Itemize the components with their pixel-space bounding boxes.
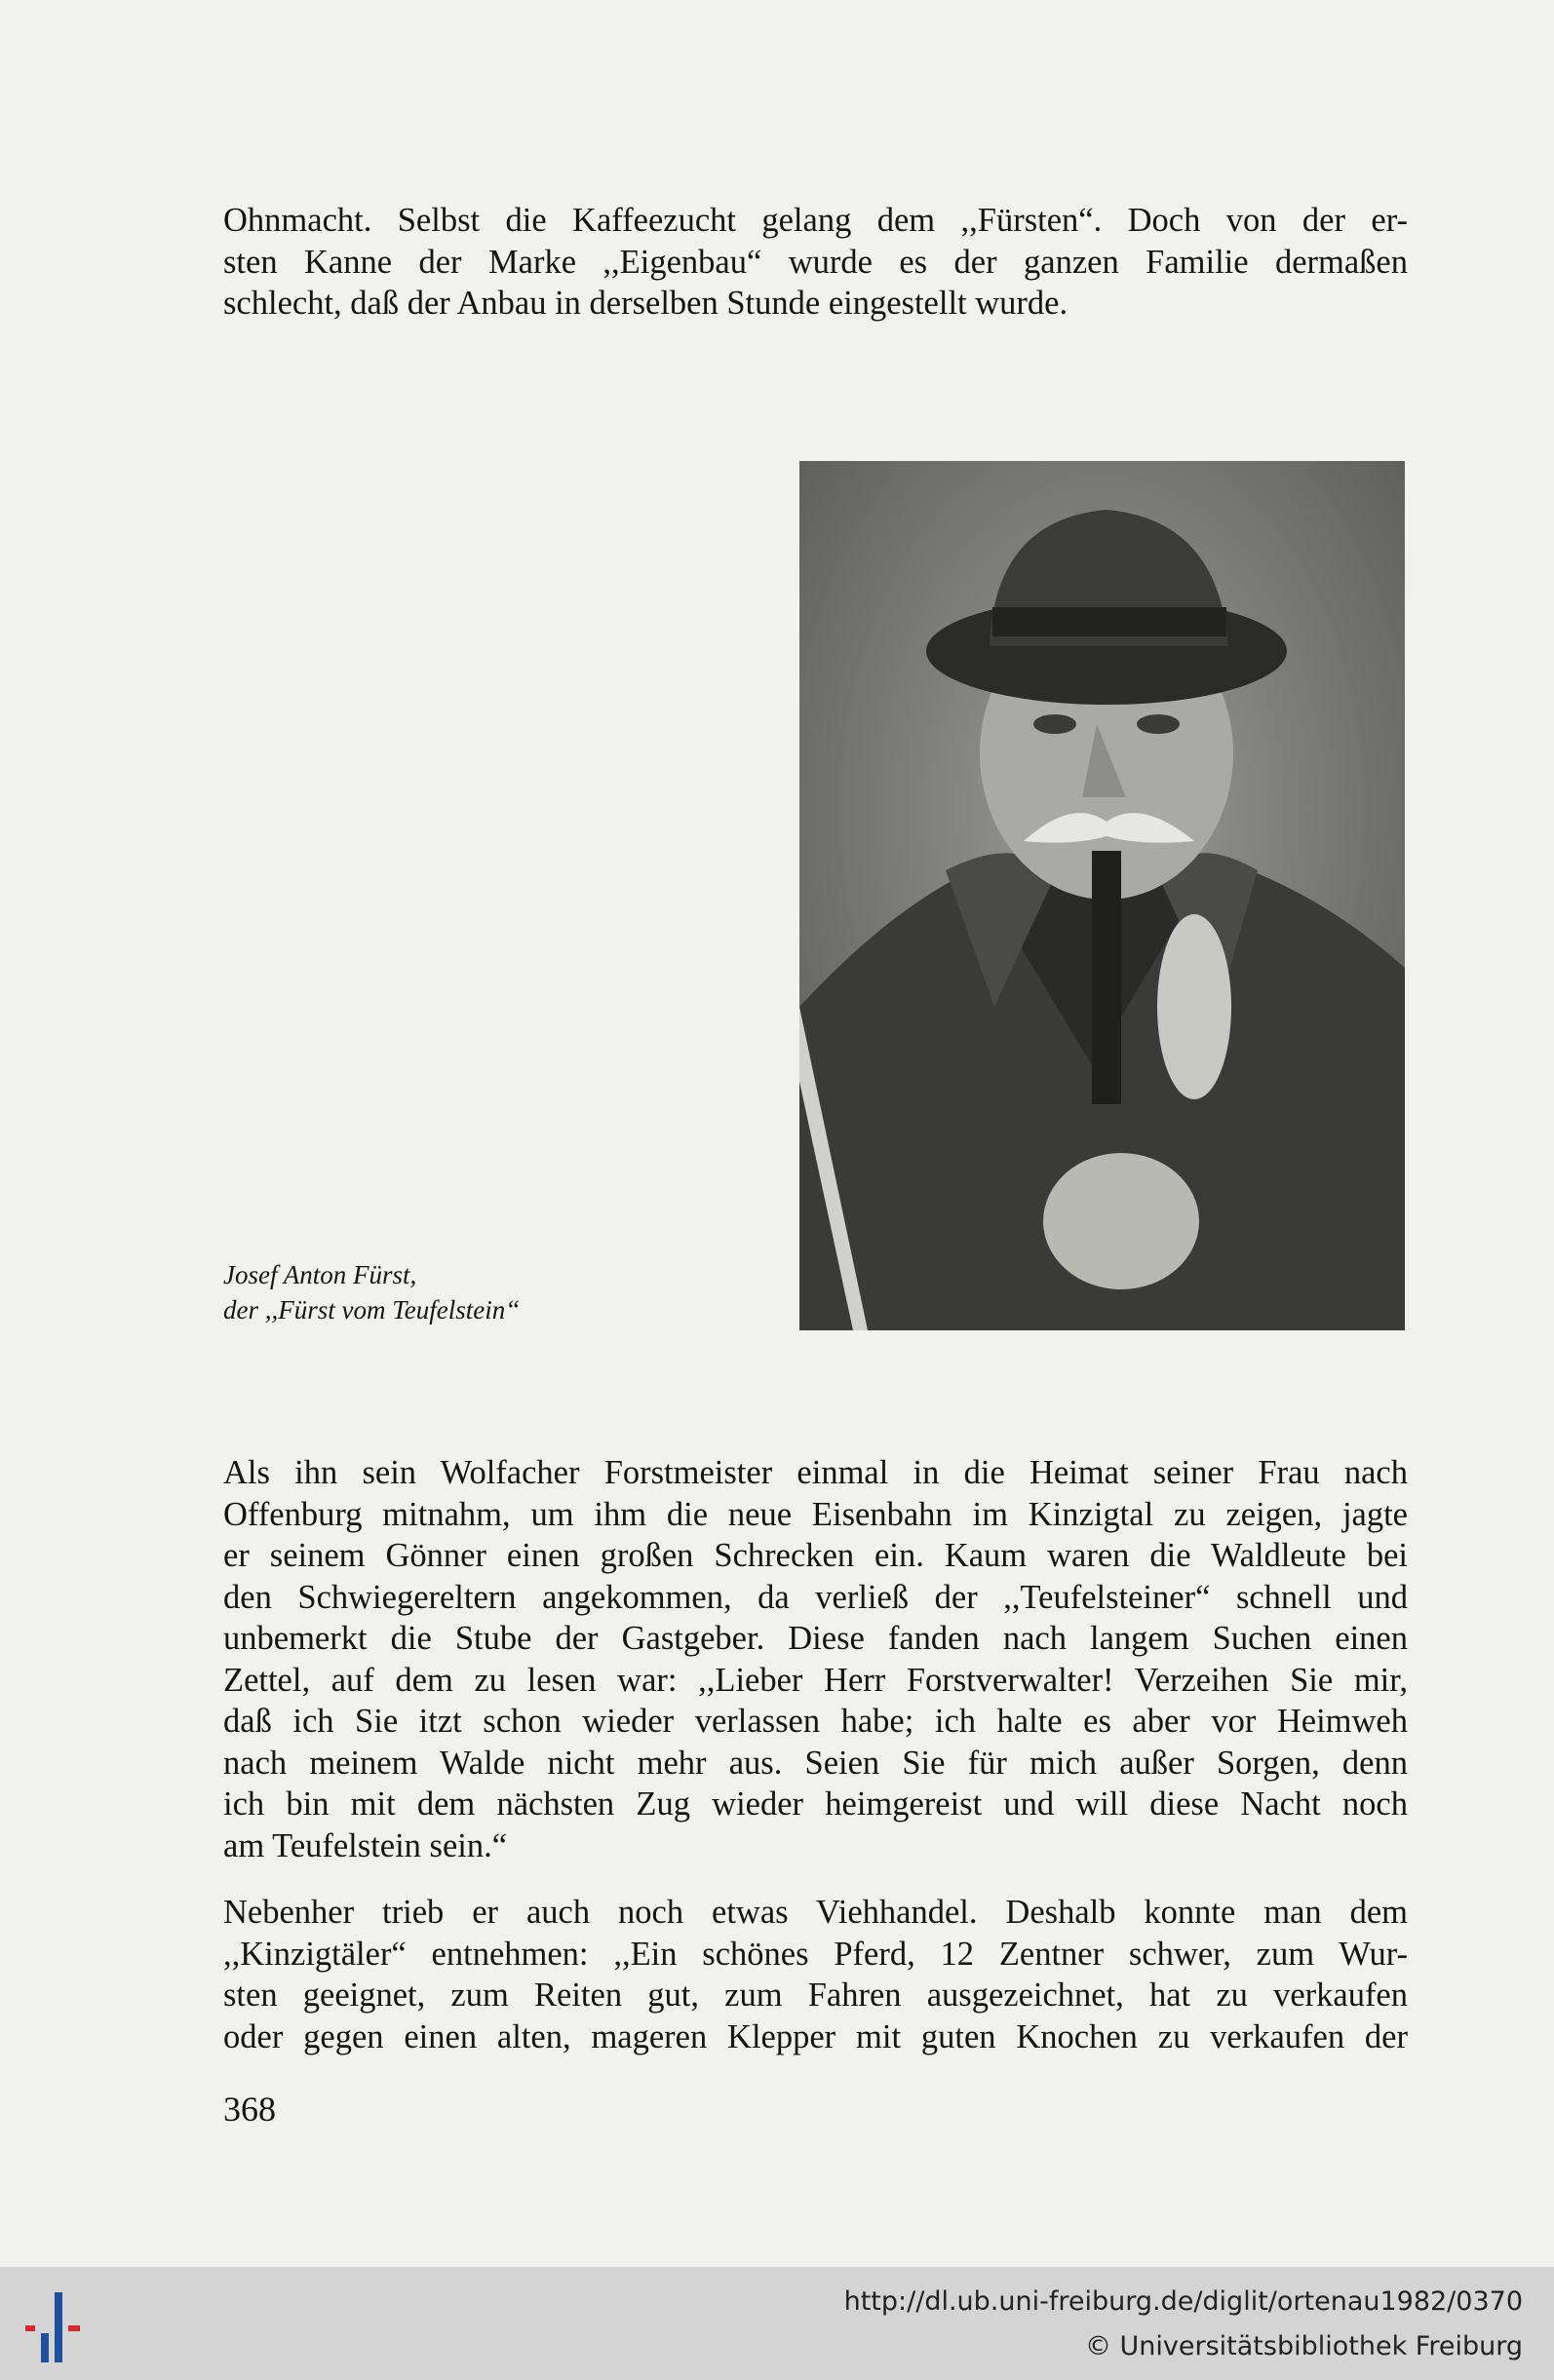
caption-line-2: der ,,Fürst vom Teufelstein“ xyxy=(223,1295,521,1324)
text-line: sten Kanne der Marke ,,Eigenbau“ wurde es der ganzen Familie dermaßen xyxy=(223,243,1408,281)
photo-caption xyxy=(223,1257,520,1327)
footer-bar xyxy=(0,2267,1554,2380)
text-line: unbemerkt die Stube der Gastgeber. Diese fanden nach langem Suchen einen xyxy=(223,1620,1408,1657)
text-line: Ohnmacht. Selbst die Kaffeezucht gelang dem ,,Fürsten“. Doch von der er- xyxy=(223,202,1408,239)
text-line: Nebenher trieb er auch noch etwas Viehhandel. Deshalb konnte man dem xyxy=(223,1894,1408,1931)
library-logo-icon xyxy=(21,2288,99,2366)
text-line: schlecht, daß der Anbau in derselben Stunde eingestellt wurde. xyxy=(223,285,1068,322)
paragraph-3 xyxy=(223,1892,1408,2057)
caption-line-1: Josef Anton Fürst, xyxy=(223,1260,417,1289)
text-line: daß ich Sie itzt schon wieder verlassen habe; ich halte es aber vor Heimweh xyxy=(223,1703,1408,1740)
paragraph-2 xyxy=(223,1452,1408,1866)
text-line: den Schwiegereltern angekommen, da verließ der ,,Teufelsteiner“ schnell und xyxy=(223,1578,1408,1616)
portrait-photo xyxy=(799,461,1405,1330)
text-line: sten geeignet, zum Reiten gut, zum Fahren ausgezeichnet, hat zu verkaufen xyxy=(223,1977,1408,2014)
paragraph-1 xyxy=(223,200,1408,325)
text-line: oder gegen einen alten, mageren Klepper mit guten Knochen zu verkaufen der xyxy=(223,2017,1408,2055)
text-line: Offenburg mitnahm, um ihm die neue Eisenbahn im Kinzigtal zu zeigen, jagte xyxy=(223,1495,1408,1533)
text-line: ich bin mit dem nächsten Zug wieder heimgereist und will diese Nacht noch xyxy=(223,1785,1408,1823)
text-line: nach meinem Walde nicht mehr aus. Seien Sie für mich außer Sorgen, denn xyxy=(223,1744,1408,1782)
text-line: Als ihn sein Wolfacher Forstmeister einmal in die Heimat seiner Frau nach xyxy=(223,1454,1408,1491)
text-line: ,,Kinzigtäler“ entnehmen: ,,Ein schönes Pferd, 12 Zentner schwer, zum Wur- xyxy=(223,1935,1408,1973)
copyright-text: © Universitätsbibliothek Freiburg xyxy=(1084,2331,1523,2361)
portrait-image xyxy=(799,461,1405,1330)
text-line: Zettel, auf dem zu lesen war: ,,Lieber Herr Forstverwalter! Verzeihen Sie mir, xyxy=(223,1661,1408,1699)
source-url-link[interactable]: http://dl.ub.uni-freiburg.de/diglit/ortenau1982/0370 xyxy=(843,2286,1523,2317)
page-number: 368 xyxy=(223,2090,276,2129)
text-line: am Teufelstein sein.“ xyxy=(223,1826,508,1864)
text-line: er seinem Gönner einen großen Schrecken ein. Kaum waren die Waldleute bei xyxy=(223,1537,1408,1574)
